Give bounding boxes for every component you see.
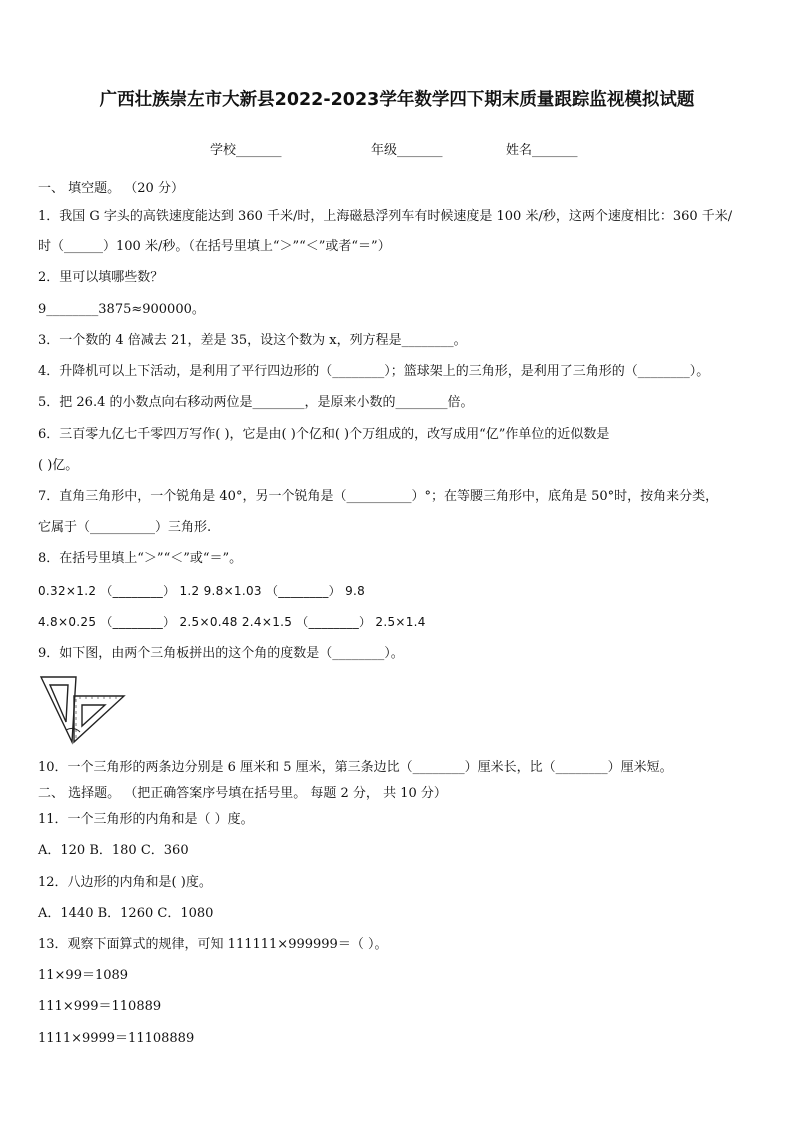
school-field: 学校_______ (210, 143, 282, 158)
question-13-example-1: 11×99＝1089 (38, 968, 129, 983)
question-1-line-1: 1．我国 G 字头的高铁速度能达到 360 千米/时，上海磁悬浮列车有时候速度是 100 米/秒，这两个速度相比：360 千米/ (38, 209, 733, 224)
section-heading-choice: 二、 选择题。 （把正确答案序号填在括号里。 每题 2 分， 共 10 分） (38, 786, 447, 801)
question-11: 11．一个三角形的内角和是（ ）度。 (38, 812, 254, 827)
question-12-options: A．1440 B．1260 C．1080 (38, 906, 214, 921)
question-10: 10．一个三角形的两条边分别是 6 厘米和 5 厘米，第三条边比（________）厘米长，比（________）厘米短。 (38, 760, 673, 775)
question-8: 8．在括号里填上“＞”“＜”或“＝”。 (38, 551, 243, 566)
question-13: 13．观察下面算式的规律，可知 111111×999999＝（ ）。 (38, 937, 388, 952)
question-11-options: A．120 B．180 C．360 (38, 843, 189, 858)
name-field: 姓名_______ (506, 143, 578, 158)
question-8-row-1: 0.32×1.2 （________） 1.2 9.8×1.03 （________） 9.8 (38, 584, 366, 598)
question-7-line-2: 它属于（__________）三角形. (38, 520, 212, 535)
question-2-expression: 9________3875≈900000。 (38, 302, 205, 317)
question-9: 9．如下图，由两个三角板拼出的这个角的度数是（________）。 (38, 646, 404, 661)
question-12: 12．八边形的内角和是( )度。 (38, 875, 212, 890)
question-4: 4．升降机可以上下活动，是利用了平行四边形的（________）；篮球架上的三角形，是利用了三角形的（________）。 (38, 364, 710, 379)
question-6-line-2: ( )亿。 (38, 458, 79, 473)
question-1-line-2: 时（______）100 米/秒。（在括号里填上“＞”“＜”或者“＝”） (38, 239, 391, 254)
grade-field: 年级_______ (371, 143, 443, 158)
question-8-row-2: 4.8×0.25 （________） 2.5×0.48 2.4×1.5 （________） 2.5×1.4 (38, 615, 426, 629)
set-square-figure (38, 672, 128, 748)
question-3: 3．一个数的 4 倍减去 21，差是 35，设这个数为 x，列方程是________。 (38, 333, 467, 348)
section-heading-fill-blank: 一、 填空题。 （20 分） (38, 181, 184, 196)
question-6-line-1: 6．三百零九亿七千零四万写作( )，它是由( )个亿和( )个万组成的，改写成用“亿”作单位的近似数是 (38, 427, 610, 442)
question-13-example-2: 111×999＝110889 (38, 999, 162, 1014)
question-13-example-3: 1111×9999＝11108889 (38, 1031, 195, 1046)
page-title: 广西壮族崇左市大新县2022-2023学年数学四下期末质量跟踪监视模拟试题 (99, 90, 695, 110)
question-7-line-1: 7．直角三角形中，一个锐角是 40°，另一个锐角是（__________）°；在等腰三角形中，底角是 50°时，按角来分类， (38, 489, 719, 504)
question-2: 2．里可以填哪些数？ (38, 270, 164, 285)
question-5: 5．把 26.4 的小数点向右移动两位是________，是原来小数的________倍。 (38, 395, 474, 410)
